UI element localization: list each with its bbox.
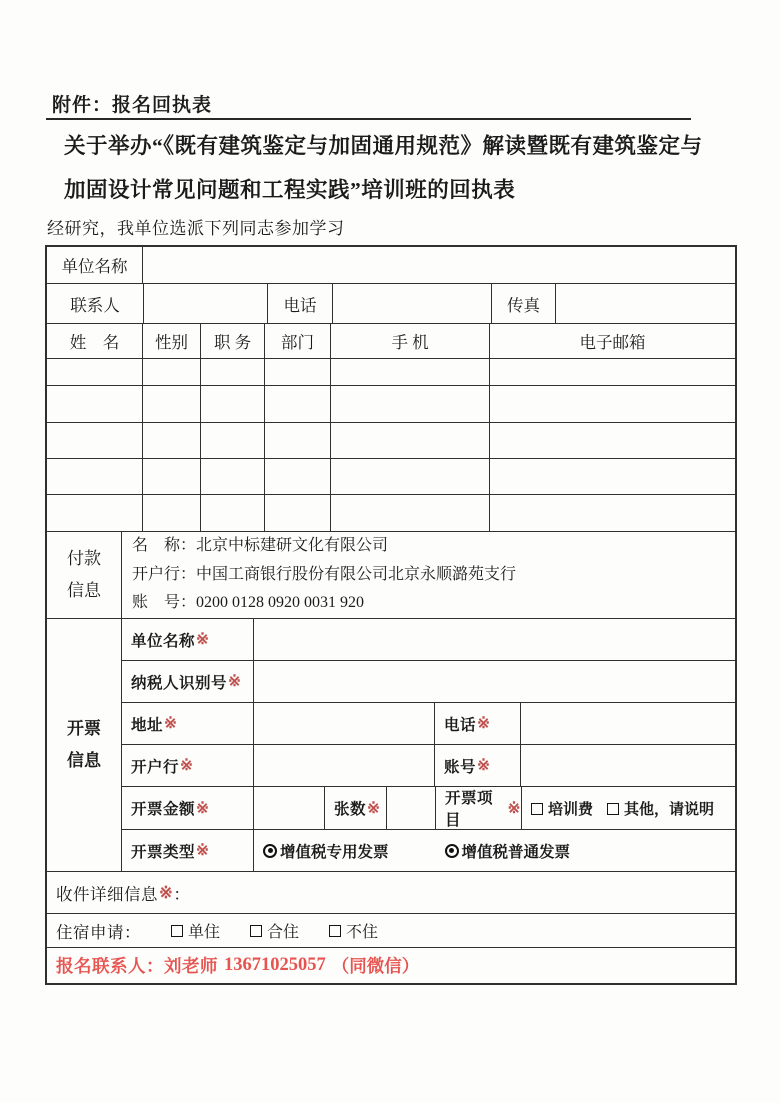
cell-name <box>47 386 143 422</box>
required-mark: ※ <box>196 799 210 817</box>
footer-wechat-note: （同微信） <box>331 956 420 976</box>
intro-text: 经研究，我单位选派下列同志参加学习 <box>47 219 345 238</box>
cell-name <box>47 459 143 494</box>
unit-name-label: 单位名称 <box>47 247 143 283</box>
cell-department <box>265 495 331 531</box>
cell-gender <box>143 423 201 458</box>
lodging-option-single <box>171 919 220 942</box>
cell-mobile <box>331 359 490 385</box>
unit-name-row <box>47 247 735 284</box>
attendee-empty-row <box>47 459 735 495</box>
invoice-bank-value-cell <box>254 745 435 786</box>
cell-title <box>201 423 265 458</box>
form-title-line2: 加固设计常见问题和工程实践”培训班的回执表 <box>64 178 516 202</box>
header-mobile: 手 机 <box>331 324 490 358</box>
cell-department <box>265 386 331 422</box>
option-label: 其他，请说明 <box>624 800 715 818</box>
label-text: 张数 <box>334 801 367 818</box>
cell-gender <box>143 359 201 385</box>
cell-email <box>490 359 735 385</box>
registration-table <box>45 245 737 985</box>
form-title-line1: 关于举办“《既有建筑鉴定与加固通用规范》解读暨既有建筑鉴定与 <box>64 134 703 158</box>
invoice-phone-value-cell <box>521 703 735 744</box>
invoice-label-line1: 开票 <box>67 719 101 738</box>
checkbox-icon <box>607 803 619 815</box>
invoice-amount-value-cell <box>254 787 325 829</box>
invoice-label-line2: 信息 <box>67 751 101 770</box>
attendee-empty-row <box>47 359 735 386</box>
label-text: 账号 <box>444 758 477 776</box>
required-mark: ※ <box>196 631 210 648</box>
invoice-address-row <box>122 703 735 745</box>
header-title: 职 务 <box>201 324 265 358</box>
invoice-amount-row <box>122 787 735 830</box>
required-mark: ※ <box>164 715 178 732</box>
label-text: 开票项目 <box>445 790 494 829</box>
payment-label-line2: 信息 <box>67 581 101 600</box>
invoice-unit-name-value-cell <box>254 619 735 660</box>
invoice-phone-label <box>435 703 521 744</box>
invoice-bank-row <box>122 745 735 787</box>
label-text: 开票金额 <box>131 801 196 818</box>
label-text: 开票类型 <box>131 843 196 861</box>
radio-dot <box>268 848 273 853</box>
cell-department <box>265 359 331 385</box>
contact-row <box>47 284 735 324</box>
invoice-address-value-cell <box>254 703 435 744</box>
option-label: 单住 <box>188 924 221 941</box>
invoice-taxpayer-id-label <box>122 661 254 702</box>
invoice-inner-table <box>122 619 735 871</box>
payment-label-line1: 付款 <box>67 549 101 568</box>
contact-value-cell <box>144 284 268 323</box>
payment-details-cell <box>122 532 735 618</box>
recipient-colon: ： <box>173 884 191 904</box>
invoice-project-options-cell <box>522 787 735 829</box>
cell-name <box>47 495 143 531</box>
header-email: 电子邮箱 <box>579 333 646 352</box>
cell-mobile <box>331 495 490 531</box>
cell-department <box>265 423 331 458</box>
invoice-type-row <box>122 830 735 871</box>
cell-gender <box>143 459 201 494</box>
option-label: 培训费 <box>548 800 594 818</box>
lodging-option-shared <box>250 919 299 942</box>
invoice-info-block <box>47 619 735 872</box>
footer-contact-label: 报名联系人：刘老师 <box>56 956 218 976</box>
required-mark: ※ <box>507 799 521 817</box>
fax-label: 传真 <box>492 284 556 323</box>
invoice-address-label <box>122 703 254 744</box>
invoice-project-label <box>436 787 522 829</box>
required-mark: ※ <box>196 842 210 859</box>
radio-dot <box>449 848 454 853</box>
attachment-title: 附件：报名回执表 <box>52 95 213 116</box>
recipient-details-row <box>47 872 735 914</box>
invoice-unit-name-label <box>122 619 254 660</box>
cell-name <box>47 423 143 458</box>
required-mark: ※ <box>477 715 491 732</box>
phone-label: 电话 <box>268 284 333 323</box>
required-mark: ※ <box>159 882 174 902</box>
option-label: 增值税普通发票 <box>461 843 571 861</box>
label-text: 地址 <box>131 716 164 734</box>
fax-value-cell <box>556 284 735 323</box>
cell-title <box>201 386 265 422</box>
cell-title <box>201 459 265 494</box>
contact-label: 联系人 <box>47 284 144 323</box>
cell-email <box>490 423 735 458</box>
label-text: 开户行 <box>131 758 180 776</box>
cell-mobile <box>331 386 490 422</box>
invoice-count-label <box>325 787 387 829</box>
cell-mobile <box>331 423 490 458</box>
project-option-training-fee <box>531 798 593 819</box>
required-mark: ※ <box>367 799 381 817</box>
checkbox-icon <box>250 925 262 937</box>
label-text: 单位名称 <box>131 632 196 650</box>
invoice-taxpayer-id-value-cell <box>254 661 735 702</box>
invoice-info-label <box>47 619 122 871</box>
payee-bank-line: 开户行：中国工商银行股份有限公司北京永顺潞苑支行 <box>132 565 517 583</box>
radio-icon <box>445 844 459 858</box>
label-text: 纳税人识别号 <box>131 674 228 692</box>
checkbox-icon <box>329 925 341 937</box>
header-department: 部门 <box>265 324 331 358</box>
phone-value-cell <box>333 284 492 323</box>
cell-title <box>201 359 265 385</box>
lodging-cell <box>47 914 735 947</box>
radio-icon <box>263 844 277 858</box>
lodging-option-none <box>329 919 378 942</box>
invoice-unit-name-row <box>122 619 735 661</box>
cell-email <box>490 459 735 494</box>
cell-email <box>490 495 735 531</box>
cell-department <box>265 459 331 494</box>
required-mark: ※ <box>477 757 491 774</box>
required-mark: ※ <box>228 673 242 690</box>
recipient-label: 收件详细信息 <box>56 884 158 904</box>
footer-contact-cell <box>47 948 735 983</box>
attendee-empty-row <box>47 495 735 532</box>
invoice-bank-label <box>122 745 254 786</box>
label-text: 电话 <box>444 716 477 734</box>
cell-gender <box>143 495 201 531</box>
lodging-label: 住宿申请： <box>56 922 141 942</box>
attendee-header-row <box>47 324 735 359</box>
invoice-account-label <box>435 745 521 786</box>
header-gender: 性别 <box>143 324 201 358</box>
account-prefix: 账 号： <box>132 594 197 612</box>
invoice-amount-label <box>122 787 254 829</box>
lodging-row <box>47 914 735 948</box>
cell-mobile <box>331 459 490 494</box>
option-label: 不住 <box>346 924 379 941</box>
payee-account-line <box>132 589 364 618</box>
type-option-general-vat <box>445 840 571 862</box>
attendee-empty-row <box>47 423 735 459</box>
cell-email <box>490 386 735 422</box>
option-label: 合住 <box>267 924 300 941</box>
invoice-account-value-cell <box>521 745 735 786</box>
option-label: 增值税专用发票 <box>280 843 389 861</box>
required-mark: ※ <box>180 757 194 774</box>
cell-gender <box>143 386 201 422</box>
footer-phone-number: 13671025057 <box>224 955 326 975</box>
checkbox-icon <box>171 925 183 937</box>
checkbox-icon <box>531 803 543 815</box>
header-name: 姓 名 <box>47 324 143 358</box>
invoice-taxpayer-id-row <box>122 661 735 703</box>
title-underline <box>46 118 691 120</box>
attendee-empty-row <box>47 386 735 423</box>
account-number: 0200 0128 0920 0031 920 <box>196 594 365 612</box>
payee-name-line: 名 称：北京中标建研文化有限公司 <box>132 537 389 555</box>
footer-contact-row <box>47 948 735 983</box>
cell-name <box>47 359 143 385</box>
type-option-special-vat <box>263 840 389 862</box>
unit-name-value-cell <box>143 247 735 283</box>
payment-info-row <box>47 532 735 619</box>
invoice-count-value-cell <box>387 787 436 829</box>
payment-info-label <box>47 532 122 618</box>
invoice-type-label <box>122 830 254 871</box>
project-option-other <box>607 798 714 819</box>
cell-title <box>201 495 265 531</box>
recipient-details-cell <box>47 872 735 913</box>
invoice-type-options-cell <box>254 830 735 871</box>
